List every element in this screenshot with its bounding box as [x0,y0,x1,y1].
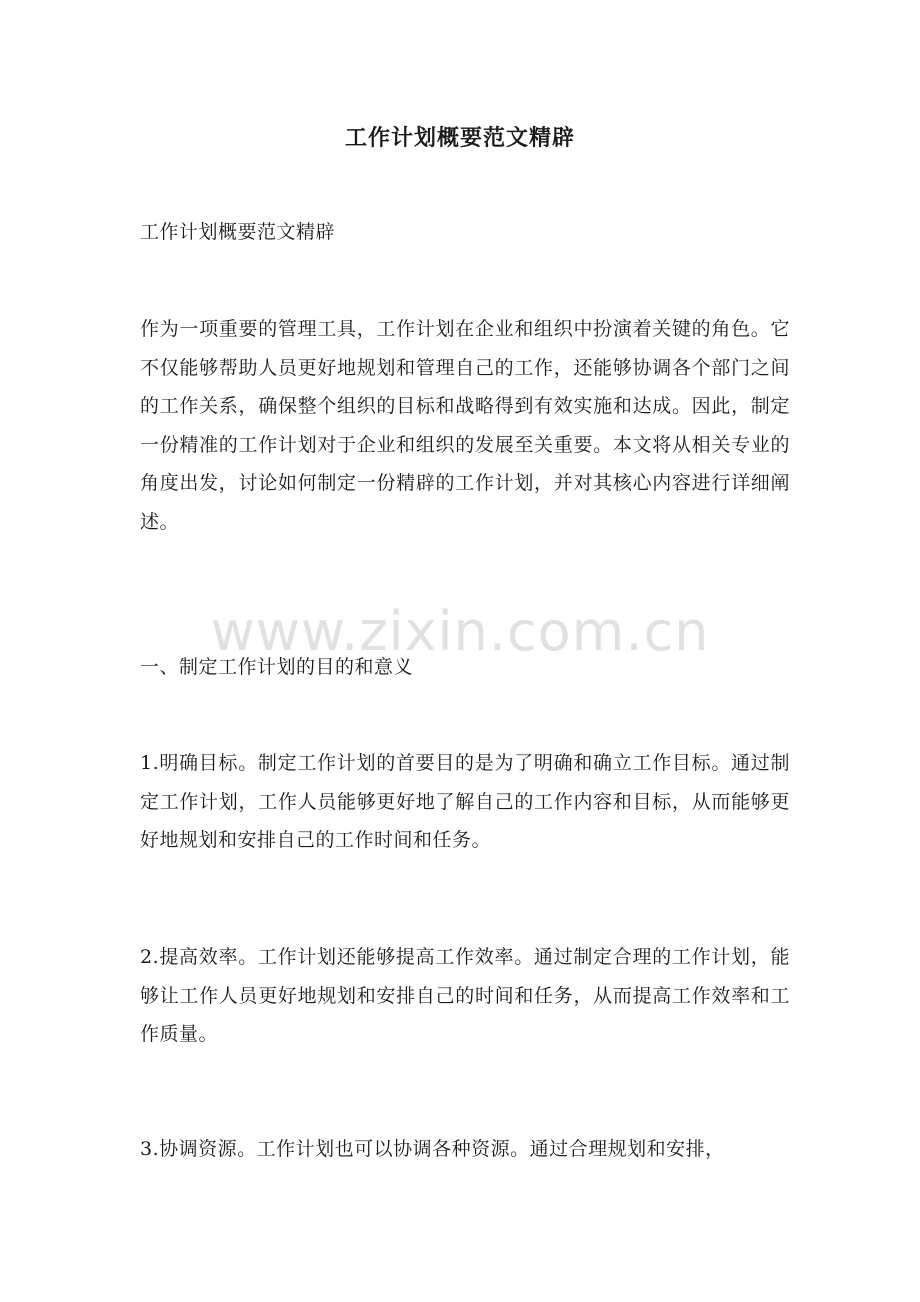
document-title: 工作计划概要范文精辟 [344,125,575,151]
list-item: 1.明确目标。制定工作计划的首要目的是为了明确和确立工作目标。通过制定工作计划，工作人员能够更好地了解自己的工作内容和目标，从而能够更好地规划和安排自己的工作时间和任务。 [140,752,790,851]
list-item: 2.提高效率。工作计划还能够提高工作效率。通过制定合理的工作计划，能够让工作人员更好地规划和安排自己的时间和任务，从而提高工作效率和工作质量。 [140,946,790,1045]
document-subtitle: 工作计划概要范文精辟 [140,221,336,243]
intro-paragraph: 作为一项重要的管理工具，工作计划在企业和组织中扮演着关键的角色。它不仅能够帮助人员更好地规划和管理自己的工作，还能够协调各个部门之间的工作关系，确保整个组织的目标和战略得到有效实施和达成。因此，制定一份精准的工作计划对于企业和组织的发展至关重要。本文将从相关专业的角度出发，讨论如何制定一份精辟的工作计划，并对其核心内容进行详细阐述。 [140,318,790,533]
watermark: www.zixin.com.cn [210,600,710,663]
section-heading: 一、制定工作计划的目的和意义 [140,656,414,678]
list-item: 3.协调资源。工作计划也可以协调各种资源。通过合理规划和安排， [140,1138,725,1160]
